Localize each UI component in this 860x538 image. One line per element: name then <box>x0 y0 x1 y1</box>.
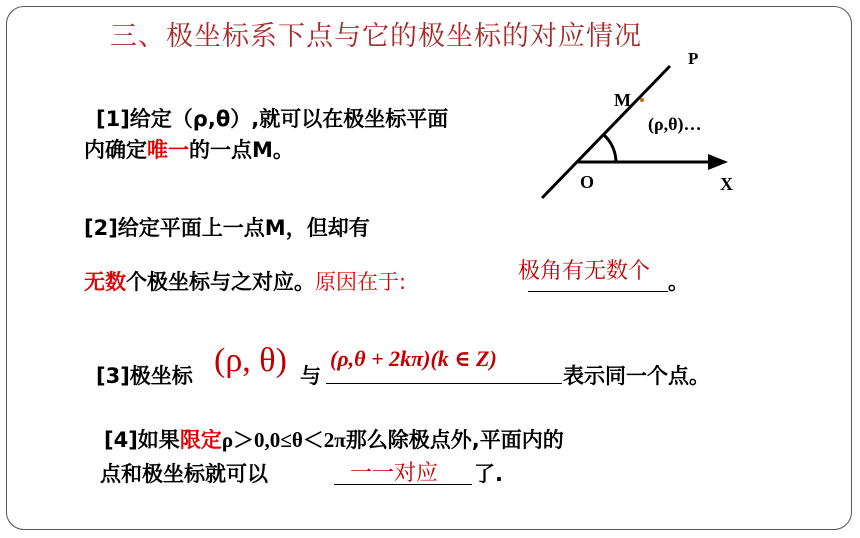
item3-coord: (ρ, θ) <box>214 342 287 379</box>
item4-prefix: [4]如果 <box>104 428 180 452</box>
item2-red: 无数 <box>84 270 126 294</box>
label-M: M <box>614 90 631 110</box>
label-coords: (ρ,θ)… <box>648 114 702 134</box>
item1-line1: [1]给定（ρ,θ）,就可以在极坐标平面 <box>96 107 449 131</box>
item3-answer: (ρ,θ + 2kπ)(k ∈ Z) <box>330 346 497 371</box>
item4-line1 <box>104 424 564 454</box>
point-M <box>640 98 644 102</box>
item1-pre: 内确定 <box>84 138 147 162</box>
angle-arc <box>604 135 616 162</box>
item3-suffix: 表示同一个点。 <box>563 364 710 388</box>
axis-arrow <box>708 154 728 170</box>
item4-rest: 那么除极点外,平面内的 <box>345 428 564 452</box>
item2-answer: 极角有无数个 <box>518 259 651 284</box>
item2-reason: 原因在于: <box>315 270 407 294</box>
item4-line2: 点和极坐标就可以 <box>100 462 268 486</box>
item3-connector: 与 <box>300 364 321 388</box>
item1-red: 唯一 <box>147 138 189 162</box>
item1-post: 的一点M。 <box>189 138 294 162</box>
polar-diagram <box>530 48 760 208</box>
item3-blank <box>326 383 562 384</box>
label-O: O <box>580 172 595 192</box>
label-X: X <box>720 174 733 194</box>
item4-end: 了. <box>474 462 503 486</box>
item4-blank <box>334 484 472 485</box>
slide-title: 三、极坐标系下点与它的极坐标的对应情况 <box>110 21 642 52</box>
item2-blank <box>528 291 668 292</box>
item2-mid: 个极坐标与之对应。 <box>126 270 315 294</box>
item1-line2 <box>84 134 294 164</box>
label-P: P <box>688 49 699 68</box>
item3-prefix: [3]极坐标 <box>96 364 193 388</box>
item2-line2 <box>84 266 406 296</box>
item2-end: 。 <box>668 270 689 294</box>
item4-red: 限定 <box>179 428 222 452</box>
item2-line1: [2]给定平面上一点M，但却有 <box>84 216 370 240</box>
item4-condition: ρ＞0,0≤θ＜2π <box>221 428 346 452</box>
item4-answer: 一一对应 <box>350 461 439 486</box>
